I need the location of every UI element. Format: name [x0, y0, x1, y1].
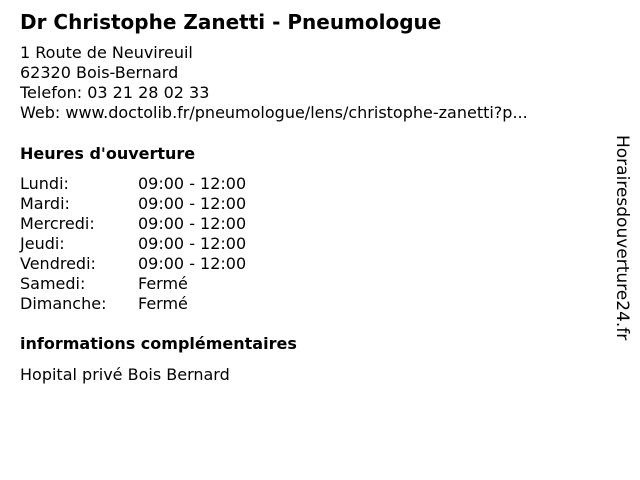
- hours-row-sunday: [20, 294, 246, 314]
- day-label: Samedi:: [20, 274, 86, 293]
- opening-hours-table: [20, 174, 246, 314]
- hours-value: 09:00 - 12:00: [138, 194, 247, 213]
- hours-row-monday: [20, 174, 246, 194]
- hours-value: Fermé: [138, 274, 188, 293]
- hours-value: Fermé: [138, 294, 188, 313]
- day-label: Lundi:: [20, 174, 69, 193]
- day-label: Vendredi:: [20, 254, 96, 273]
- contact-block: [20, 43, 528, 123]
- city-postal: 62320 Bois-Bernard: [20, 63, 179, 82]
- hours-value: 09:00 - 12:00: [138, 234, 247, 253]
- site-watermark: Horairesdouverture24.fr: [612, 135, 632, 341]
- street-address: 1 Route de Neuvireuil: [20, 43, 193, 62]
- hours-row-tuesday: [20, 194, 246, 214]
- hours-row-thursday: [20, 234, 246, 254]
- hours-value: 09:00 - 12:00: [138, 174, 247, 193]
- hours-row-wednesday: [20, 214, 246, 234]
- day-label: Jeudi:: [20, 234, 65, 253]
- hours-row-saturday: [20, 274, 246, 294]
- hours-value: 09:00 - 12:00: [138, 214, 247, 233]
- hours-value: 09:00 - 12:00: [138, 254, 247, 273]
- additional-info-heading: informations complémentaires: [20, 334, 297, 353]
- day-label: Mercredi:: [20, 214, 95, 233]
- phone-number: Telefon: 03 21 28 02 33: [20, 83, 210, 102]
- day-label: Dimanche:: [20, 294, 107, 313]
- opening-hours-heading: Heures d'ouverture: [20, 144, 196, 163]
- page-title: Dr Christophe Zanetti - Pneumologue: [20, 10, 442, 34]
- additional-info-text: Hopital privé Bois Bernard: [20, 365, 230, 384]
- website-link[interactable]: Web: www.doctolib.fr/pneumologue/lens/christophe-zanetti?p...: [20, 103, 528, 122]
- day-label: Mardi:: [20, 194, 70, 213]
- hours-row-friday: [20, 254, 246, 274]
